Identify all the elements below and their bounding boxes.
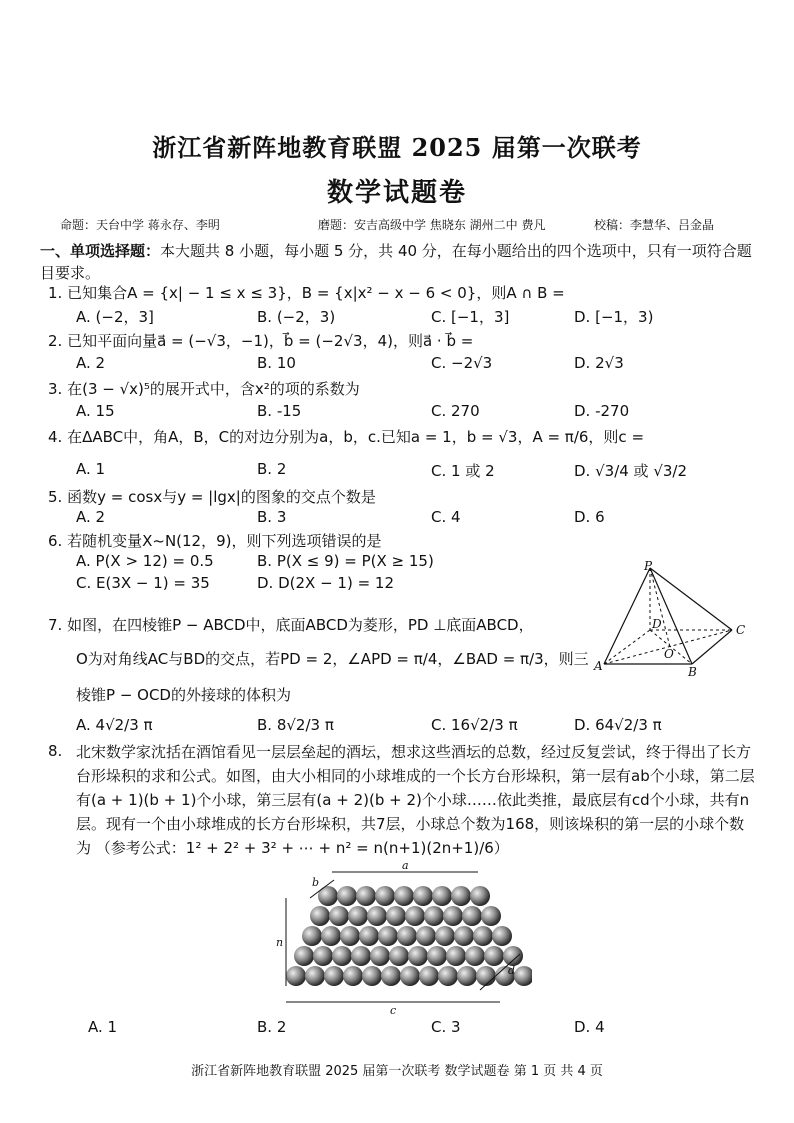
credit-polish: 磨题：安吉高级中学 焦晓东 湖州二中 费凡 xyxy=(318,218,546,232)
question-1: 1. 已知集合A = {x| − 1 ≤ x ≤ 3}，B = {x|x² − x − 6 < 0}，则A ∩ B = xyxy=(48,284,565,302)
sphere xyxy=(378,926,398,946)
label-c: C xyxy=(736,623,746,637)
question-3: 3. 在(3 − √x)⁵的展开式中，含x²的项的系数为 xyxy=(48,380,360,398)
q7-option-b: B. 8√2/3 π xyxy=(257,716,334,734)
sphere xyxy=(400,966,420,986)
edge-pa xyxy=(604,568,650,664)
q4-option-a: A. 1 xyxy=(76,460,106,478)
q3-option-a: A. 15 xyxy=(76,402,115,420)
q1-option-b: B. (−2，3) xyxy=(257,308,336,326)
credit-proof: 校稿：李慧华、吕金晶 xyxy=(594,218,715,232)
sphere xyxy=(424,906,444,926)
q5-option-c: C. 4 xyxy=(431,508,461,526)
sphere xyxy=(375,886,395,906)
sphere xyxy=(481,906,501,926)
question-8-number: 8. xyxy=(48,742,63,760)
q7-option-d: D. 64√2/3 π xyxy=(574,716,662,734)
q2-option-d: D. 2√3 xyxy=(574,354,624,372)
sphere xyxy=(370,946,390,966)
sphere xyxy=(451,886,471,906)
exam-subtitle: 数学试题卷 xyxy=(326,178,467,208)
sphere xyxy=(343,966,363,986)
question-7: 7. 如图，在四棱锥P − ABCD中，底面ABCD为菱形，PD ⊥底面ABCD， xyxy=(48,616,534,634)
q8-option-c: C. 3 xyxy=(431,1018,461,1036)
sphere xyxy=(438,966,458,986)
sphere xyxy=(470,886,490,906)
label-a: A xyxy=(594,659,603,673)
question-6: 6. 若随机变量X~N(12，9)，则下列选项错误的是 xyxy=(48,532,382,550)
q2-option-b: B. 10 xyxy=(257,354,296,372)
sphere xyxy=(476,966,496,986)
stacked-spheres-figure xyxy=(272,858,532,1018)
exam-title: 浙江省新阵地教育联盟 2025 届第一次联考 xyxy=(152,133,642,162)
sphere xyxy=(465,946,485,966)
sphere xyxy=(305,966,325,986)
question-4: 4. 在ΔABC中，角A，B，C的对边分别为a，b，c.已知a = 1，b = √3，A = π/6，则c = xyxy=(48,428,645,446)
sphere xyxy=(362,966,382,986)
sphere xyxy=(348,906,368,926)
q6-option-a: A. P(X > 12) = 0.5 xyxy=(76,552,214,570)
edge-ad xyxy=(604,630,650,664)
question-7-line-3: 棱锥P − OCD的外接球的体积为 xyxy=(76,686,291,704)
sphere xyxy=(473,926,493,946)
sphere xyxy=(454,926,474,946)
sphere xyxy=(310,906,330,926)
sphere xyxy=(337,886,357,906)
sphere xyxy=(329,906,349,926)
sphere xyxy=(367,906,387,926)
q8-option-b: B. 2 xyxy=(257,1018,287,1036)
sphere xyxy=(351,946,371,966)
question-8-formula: （参考公式：1² + 2² + 3² + ⋯ + n² = n(n+1)(2n+1)/6） xyxy=(95,839,509,857)
sphere xyxy=(313,946,333,966)
sphere xyxy=(381,966,401,986)
sphere xyxy=(332,946,352,966)
q8-option-a: A. 1 xyxy=(88,1018,118,1036)
sphere xyxy=(457,966,477,986)
q5-option-a: A. 2 xyxy=(76,508,106,526)
q4-option-b: B. 2 xyxy=(257,460,287,478)
q5-option-b: B. 3 xyxy=(257,508,287,526)
question-5: 5. 函数y = cosx与y = |lgx|的图象的交点个数是 xyxy=(48,488,376,506)
q6-option-d: D. D(2X − 1) = 12 xyxy=(257,574,394,592)
section-instructions: 本大题共 8 小题，每小题 5 分，共 40 分，在每小题给出的四个选项中，只有一项符合题目要求。 xyxy=(40,242,752,282)
q8-option-d: D. 4 xyxy=(574,1018,605,1036)
label-d: D xyxy=(652,617,662,631)
sphere xyxy=(435,926,455,946)
q5-option-d: D. 6 xyxy=(574,508,605,526)
sphere xyxy=(286,966,306,986)
q2-option-a: A. 2 xyxy=(76,354,106,372)
sphere xyxy=(443,906,463,926)
q1-option-d: D. [−1，3) xyxy=(574,308,654,326)
sphere xyxy=(405,906,425,926)
section-title: 一、单项选择题： xyxy=(40,242,161,260)
q2-option-c: C. −2√3 xyxy=(431,354,493,372)
label-o: O xyxy=(664,647,674,661)
sphere xyxy=(413,886,433,906)
sphere xyxy=(416,926,436,946)
pyramid-figure xyxy=(590,560,760,680)
sphere xyxy=(427,946,447,966)
edge-pc xyxy=(650,568,732,630)
label-p: P xyxy=(644,560,653,573)
sphere xyxy=(386,906,406,926)
q4-option-c: C. 1 或 2 xyxy=(431,462,495,480)
sphere xyxy=(462,906,482,926)
sphere xyxy=(389,946,409,966)
q1-option-a: A. (−2，3] xyxy=(76,308,154,326)
sphere xyxy=(514,966,532,986)
label-b: B xyxy=(688,665,697,679)
sphere xyxy=(408,946,428,966)
label-d-dim: d xyxy=(508,964,516,977)
sphere xyxy=(294,946,314,966)
q3-option-b: B. -15 xyxy=(257,402,302,420)
sphere xyxy=(302,926,322,946)
section-heading xyxy=(40,240,760,284)
page-footer: 浙江省新阵地教育联盟 2025 届第一次联考 数学试题卷 第 1 页 共 4 页 xyxy=(191,1064,603,1079)
sphere xyxy=(359,926,379,946)
label-c-dim: c xyxy=(390,1004,397,1017)
sphere xyxy=(356,886,376,906)
label-n-dim: n xyxy=(276,936,284,949)
sphere xyxy=(318,886,338,906)
q7-option-c: C. 16√2/3 π xyxy=(431,716,518,734)
sphere xyxy=(397,926,417,946)
q6-option-b: B. P(X ≤ 9) = P(X ≥ 15) xyxy=(257,552,434,570)
sphere xyxy=(340,926,360,946)
sphere xyxy=(446,946,466,966)
sphere xyxy=(321,926,341,946)
q7-option-a: A. 4√2/3 π xyxy=(76,716,153,734)
sphere xyxy=(503,946,523,966)
label-b-dim: b xyxy=(312,876,320,889)
q3-option-c: C. 270 xyxy=(431,402,480,420)
sphere xyxy=(484,946,504,966)
q1-option-c: C. [−1，3] xyxy=(431,308,510,326)
sphere xyxy=(394,886,414,906)
question-2: 2. 已知平面向量a⃗ = (−√3，−1)，b⃗ = (−2√3，4)，则a⃗ · b⃗ = xyxy=(48,332,474,350)
question-8: 北宋数学家沈括在酒馆看见一层层垒起的酒坛，想求这些酒坛的总数，经过反复尝试，终于得出了长方台形垛积的求和公式。如图，由大小相同的小球堆成的一个长方台形垛积，第一层有ab个小球，第二层有(a + 1)(b + 1)个小球，第三层有(a + 2)(b + 2)个小球……依此类推，最底层有cd个小球，共有n层。现有一个由小球堆成的长方台形垛积，共7层，小球总个数为168，则该垛积的第一层的小球个数为 （参考公式：1² + 2² + 3² + ⋯ + n² = n(n+1)(2n+1)/6） xyxy=(76,743,755,857)
credit-author: 命题：天台中学 蒋永存、李明 xyxy=(60,218,220,232)
edge-bc xyxy=(692,630,732,664)
q6-option-c: C. E(3X − 1) = 35 xyxy=(76,574,210,592)
q4-option-d: D. √3/4 或 √3/2 xyxy=(574,462,688,480)
sphere xyxy=(492,926,512,946)
question-7-line-2: O为对角线AC与BD的交点，若PD = 2，∠APD = π/4，∠BAD = π/3，则三 xyxy=(76,650,589,668)
label-a-dim: a xyxy=(402,859,409,872)
sphere xyxy=(432,886,452,906)
sphere xyxy=(324,966,344,986)
sphere xyxy=(419,966,439,986)
q3-option-d: D. -270 xyxy=(574,402,630,420)
